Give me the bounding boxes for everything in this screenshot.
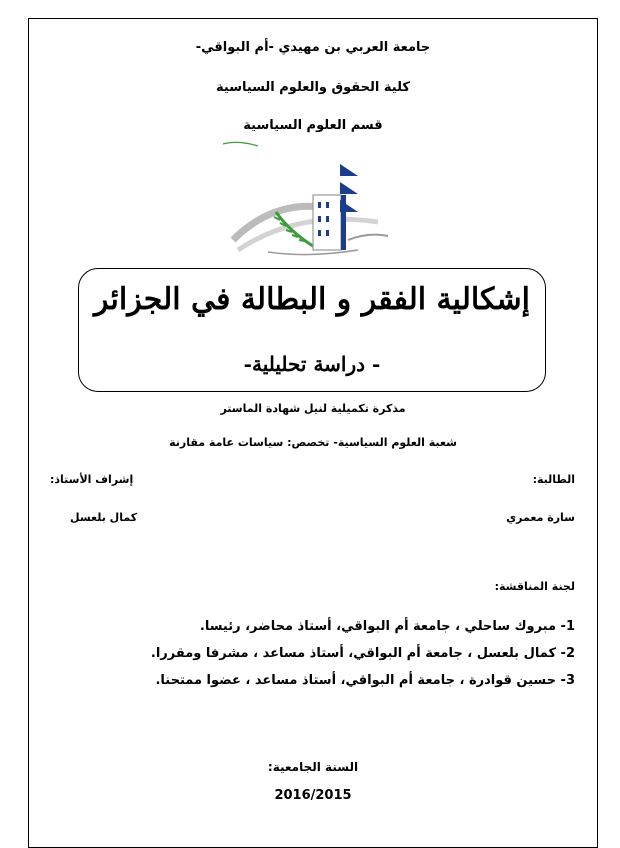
student-name: سارة معمري <box>506 511 575 524</box>
faculty-name: كلية الحقوق والعلوم السياسية <box>216 80 410 95</box>
supervisor-label: إشراف الأستاذ: <box>50 473 134 486</box>
committee-member-1: 1- مبروك ساحلي ، جامعة أم البواقي، أستاذ محاضر، رئيسا. <box>199 619 575 634</box>
specialty-text: شعبة العلوم السياسية- تخصص: سياسات عامة مقارنة <box>169 436 457 449</box>
degree-text: مذكرة تكميلية لنيل شهادة الماستر <box>220 402 406 415</box>
committee-list <box>55 619 575 700</box>
student-label: الطالبة: <box>532 473 575 486</box>
university-logo-icon <box>218 140 403 265</box>
academic-year-label: السنة الجامعية: <box>267 760 359 774</box>
university-name: جامعة العربي بن مهيدي -أم البواقي- <box>195 40 431 55</box>
committee-member-2: 2- كمال بلعسل ، جامعة أم البواقي، أستاذ مساعد ، مشرفا ومقررا. <box>150 646 575 661</box>
committee-member-3: 3- حسين قوادرة ، جامعة أم البواقي، أستاذ مساعد ، عضوا ممتحنا. <box>155 673 575 688</box>
committee-label: لجنة المناقشة: <box>494 580 575 593</box>
academic-year-value: 2016/2015 <box>274 788 352 803</box>
thesis-title: إشكالية الفقر و البطالة في الجزائر <box>93 282 531 317</box>
supervisor-name: كمال بلعسل <box>70 511 138 524</box>
thesis-subtitle: - دراسة تحليلية- <box>243 352 381 376</box>
department-name: قسم العلوم السياسية <box>243 118 383 133</box>
